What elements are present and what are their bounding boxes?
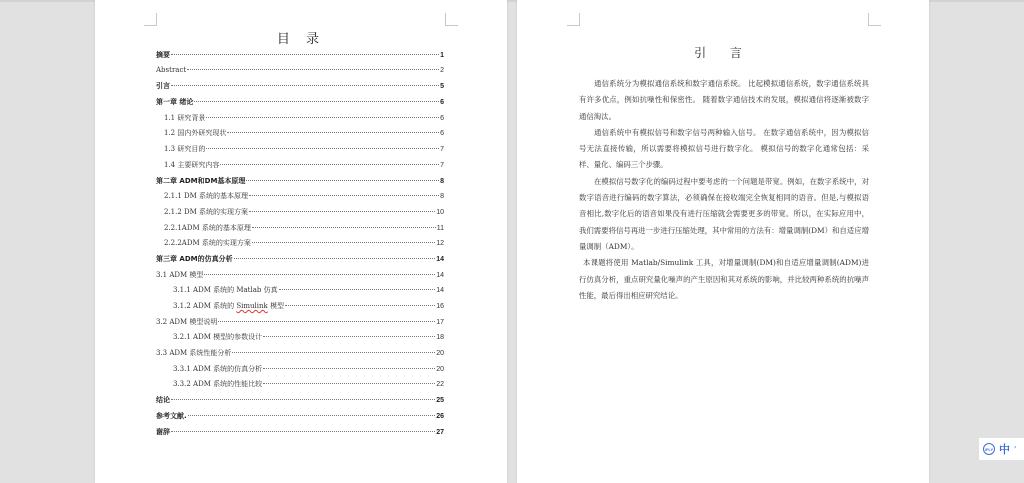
toc-leader-dots bbox=[252, 242, 435, 243]
toc-entry-page-number: 12 bbox=[436, 240, 444, 248]
toc-entry[interactable] bbox=[156, 301, 444, 317]
toc-entry-label: 摘要 bbox=[156, 51, 170, 59]
toc-entry-label: 2.1.2 DM 系统的实现方案 bbox=[164, 207, 249, 216]
toc-leader-dots bbox=[171, 431, 435, 432]
toc-leader-dots bbox=[263, 336, 435, 337]
paragraph: 通信系统中有模拟信号和数字信号两种输入信号。 在数字通信系统中，因为模拟信号无法直接传输，所以需要将模拟信号进行数字化。 模拟信号的数字化通常包括：采样、量化、编码三个步骤。 bbox=[579, 127, 869, 170]
toc-entry-label: 3.3 ADM 系统性能分析 bbox=[156, 349, 232, 358]
margin-corner-top-left bbox=[144, 13, 157, 26]
toc-entry-label: 2.1.1 DM 系统的基本原理 bbox=[164, 192, 249, 201]
toc-entry-label: 1.3 研究目的 bbox=[164, 145, 206, 154]
toc-entry-page-number: 8 bbox=[440, 177, 444, 185]
introduction-body bbox=[579, 76, 869, 304]
toc-entry[interactable] bbox=[156, 348, 444, 364]
table-of-contents bbox=[156, 50, 444, 442]
toc-entry-label: 3.3.2 ADM 系统的性能比较 bbox=[173, 380, 263, 389]
toc-leader-dots bbox=[206, 148, 439, 149]
toc-entry-page-number: 7 bbox=[440, 146, 444, 154]
toc-entry-label: 结论 bbox=[156, 396, 170, 405]
toc-leader-dots bbox=[285, 305, 435, 306]
toc-entry-page-number: 8 bbox=[440, 193, 444, 201]
toc-leader-dots bbox=[249, 195, 439, 196]
toc-entry-label: 第二章 ADM和DM基本原理 bbox=[156, 176, 246, 185]
toc-entry-label: 第一章 绪论 bbox=[156, 98, 194, 107]
toc-entry[interactable] bbox=[156, 160, 444, 176]
toc-entry-label: 3.2.1 ADM 模型的参数设计 bbox=[173, 333, 263, 342]
toc-leader-dots bbox=[263, 383, 435, 384]
ime-punctuation-icon[interactable]: ' bbox=[1014, 444, 1017, 454]
toc-entry-page-number: 16 bbox=[436, 303, 444, 310]
ime-toolbar[interactable] bbox=[979, 438, 1024, 460]
toc-entry-label: 2.2.2ADM 系统的实现方案 bbox=[164, 239, 251, 248]
toc-entry[interactable] bbox=[156, 207, 444, 223]
toc-entry[interactable] bbox=[156, 332, 444, 348]
toc-entry-page-number: 14 bbox=[436, 271, 444, 279]
toc-leader-dots bbox=[232, 352, 435, 353]
toc-entry-page-number: 6 bbox=[440, 130, 444, 138]
toc-entry-label: 3.1.1 ADM 系统的 Matlab 仿真 bbox=[173, 286, 278, 295]
toc-entry-page-number: 7 bbox=[440, 161, 444, 169]
toc-entry-page-number: 6 bbox=[440, 114, 444, 122]
toc-leader-dots bbox=[246, 180, 439, 181]
toc-entry-label: 3.3.1 ADM 系统的仿真分析 bbox=[173, 364, 263, 373]
toc-entry-page-number: 26 bbox=[436, 412, 444, 420]
toc-entry[interactable] bbox=[156, 128, 444, 144]
toc-entry-label: 引言 bbox=[156, 82, 170, 91]
spellcheck-underline: Simulink bbox=[236, 302, 268, 310]
toc-entry-label: 1.2 国内外研究现状 bbox=[164, 129, 227, 138]
toc-entry-label: 3.1.2 ADM 系统的 Simulink 模型 bbox=[173, 302, 284, 310]
toc-entry[interactable] bbox=[156, 191, 444, 207]
margin-corner-top-left bbox=[567, 13, 580, 26]
toc-entry-label: 1.4 主要研究内容 bbox=[164, 160, 220, 169]
toc-entry[interactable] bbox=[156, 285, 444, 301]
toc-entry[interactable] bbox=[156, 364, 444, 380]
toc-entry[interactable] bbox=[156, 66, 444, 82]
toc-entry-label: 1.1 研究背景 bbox=[164, 113, 206, 122]
toc-entry-label: 参考文献. bbox=[156, 411, 187, 420]
toc-entry[interactable] bbox=[156, 238, 444, 254]
toc-entry[interactable] bbox=[156, 411, 444, 427]
toc-entry-page-number: 14 bbox=[436, 255, 444, 263]
toc-entry[interactable] bbox=[156, 254, 444, 270]
toc-entry-label: 3.1 ADM 模型 bbox=[156, 270, 204, 279]
toc-leader-dots bbox=[206, 117, 439, 118]
toc-entry-label: 3.2 ADM 模型说明 bbox=[156, 317, 218, 326]
toc-entry-page-number: 10 bbox=[436, 208, 444, 216]
toc-leader-dots bbox=[227, 132, 439, 133]
toc-title: 目 录 bbox=[276, 32, 326, 47]
ime-language-toggle[interactable]: 中 bbox=[999, 443, 1010, 456]
document-page-toc[interactable] bbox=[95, 0, 507, 483]
toc-entry[interactable] bbox=[156, 176, 444, 192]
toc-entry[interactable] bbox=[156, 223, 444, 239]
toc-entry-page-number: 17 bbox=[436, 318, 444, 326]
margin-corner-top-right bbox=[445, 13, 458, 26]
toc-leader-dots bbox=[249, 211, 435, 212]
toc-entry[interactable] bbox=[156, 317, 444, 333]
paragraph: 通信系统分为模拟通信系统和数字通信系统。 比起模拟通信系统，数字通信系统具有许多优点，例如抗噪性和保密性。 随着数字通信技术的发展，模拟通信将逐渐被数字通信淘汰。 bbox=[579, 79, 869, 121]
toc-leader-dots bbox=[171, 399, 435, 400]
paragraph: 本课题将使用 Matlab/Simulink 工具，对增量调制(DM)和自适应增量调制(ADM)进行仿真分析，重点研究量化噪声的产生原因和其对系统的影响，并比较两种系统的抗噪声性能，最后得出相应研究结论。 bbox=[579, 258, 869, 300]
toc-entry[interactable] bbox=[156, 81, 444, 97]
toc-entry-page-number: 20 bbox=[436, 365, 444, 373]
toc-leader-dots bbox=[194, 101, 439, 102]
toc-entry-page-number: 1 bbox=[440, 52, 444, 59]
toc-leader-dots bbox=[187, 69, 439, 70]
toc-entry[interactable] bbox=[156, 395, 444, 411]
toc-leader-dots bbox=[188, 415, 436, 416]
toc-entry-page-number: 20 bbox=[436, 350, 444, 358]
toc-entry[interactable] bbox=[156, 144, 444, 160]
document-page-introduction[interactable] bbox=[517, 0, 929, 483]
toc-entry[interactable] bbox=[156, 270, 444, 286]
toc-leader-dots bbox=[204, 274, 435, 275]
toc-entry-label: Abstract bbox=[156, 65, 187, 74]
toc-leader-dots bbox=[220, 164, 439, 165]
toc-leader-dots bbox=[263, 368, 435, 369]
toc-entry[interactable] bbox=[156, 97, 444, 113]
margin-corner-top-right bbox=[868, 13, 881, 26]
toc-leader-dots bbox=[218, 321, 435, 322]
toc-entry-page-number: 18 bbox=[436, 334, 444, 342]
toc-entry[interactable] bbox=[156, 427, 444, 443]
toc-entry-page-number: 25 bbox=[436, 397, 444, 405]
toc-entry[interactable] bbox=[156, 113, 444, 129]
toc-entry-page-number: 2 bbox=[440, 66, 444, 74]
introduction-title: 引 言 bbox=[694, 46, 752, 60]
toc-entry[interactable] bbox=[156, 50, 444, 66]
toc-leader-dots bbox=[171, 85, 439, 86]
toc-leader-dots bbox=[171, 54, 439, 55]
toc-entry-page-number: 11 bbox=[436, 224, 444, 232]
toc-entry-page-number: 27 bbox=[436, 428, 444, 436]
toc-entry-page-number: 14 bbox=[436, 287, 444, 295]
toc-entry-label: 第三章 ADM的仿真分析 bbox=[156, 254, 233, 263]
toc-entry-label: 谢辞 bbox=[156, 427, 170, 436]
toc-entry-page-number: 22 bbox=[436, 381, 444, 389]
toc-entry-label: 2.2.1ADM 系统的基本原理 bbox=[164, 223, 251, 232]
toc-leader-dots bbox=[234, 258, 436, 259]
ime-logo-icon[interactable]: iFLY bbox=[983, 443, 995, 455]
toc-entry-page-number: 5 bbox=[440, 83, 444, 91]
toc-leader-dots bbox=[252, 227, 436, 228]
toc-leader-dots bbox=[279, 289, 436, 290]
toc-entry[interactable] bbox=[156, 379, 444, 395]
paragraph: 在模拟信号数字化的编码过程中要考虑的一个问题是带宽。例如，在数字系统中，对数字语音进行编码的数字算法，必须确保在接收端完全恢复相同的语音。但是,与模拟语音相比,数字化后的语音如果没有进行压缩就会需要更多的带宽。所以，在实际应用中，我们需要将信号再进一步进行压缩处理，其中常用的方法有：增量调制(DM）和自适应增量调制（ADM）。 bbox=[579, 176, 869, 251]
toc-entry-page-number: 6 bbox=[440, 99, 444, 107]
